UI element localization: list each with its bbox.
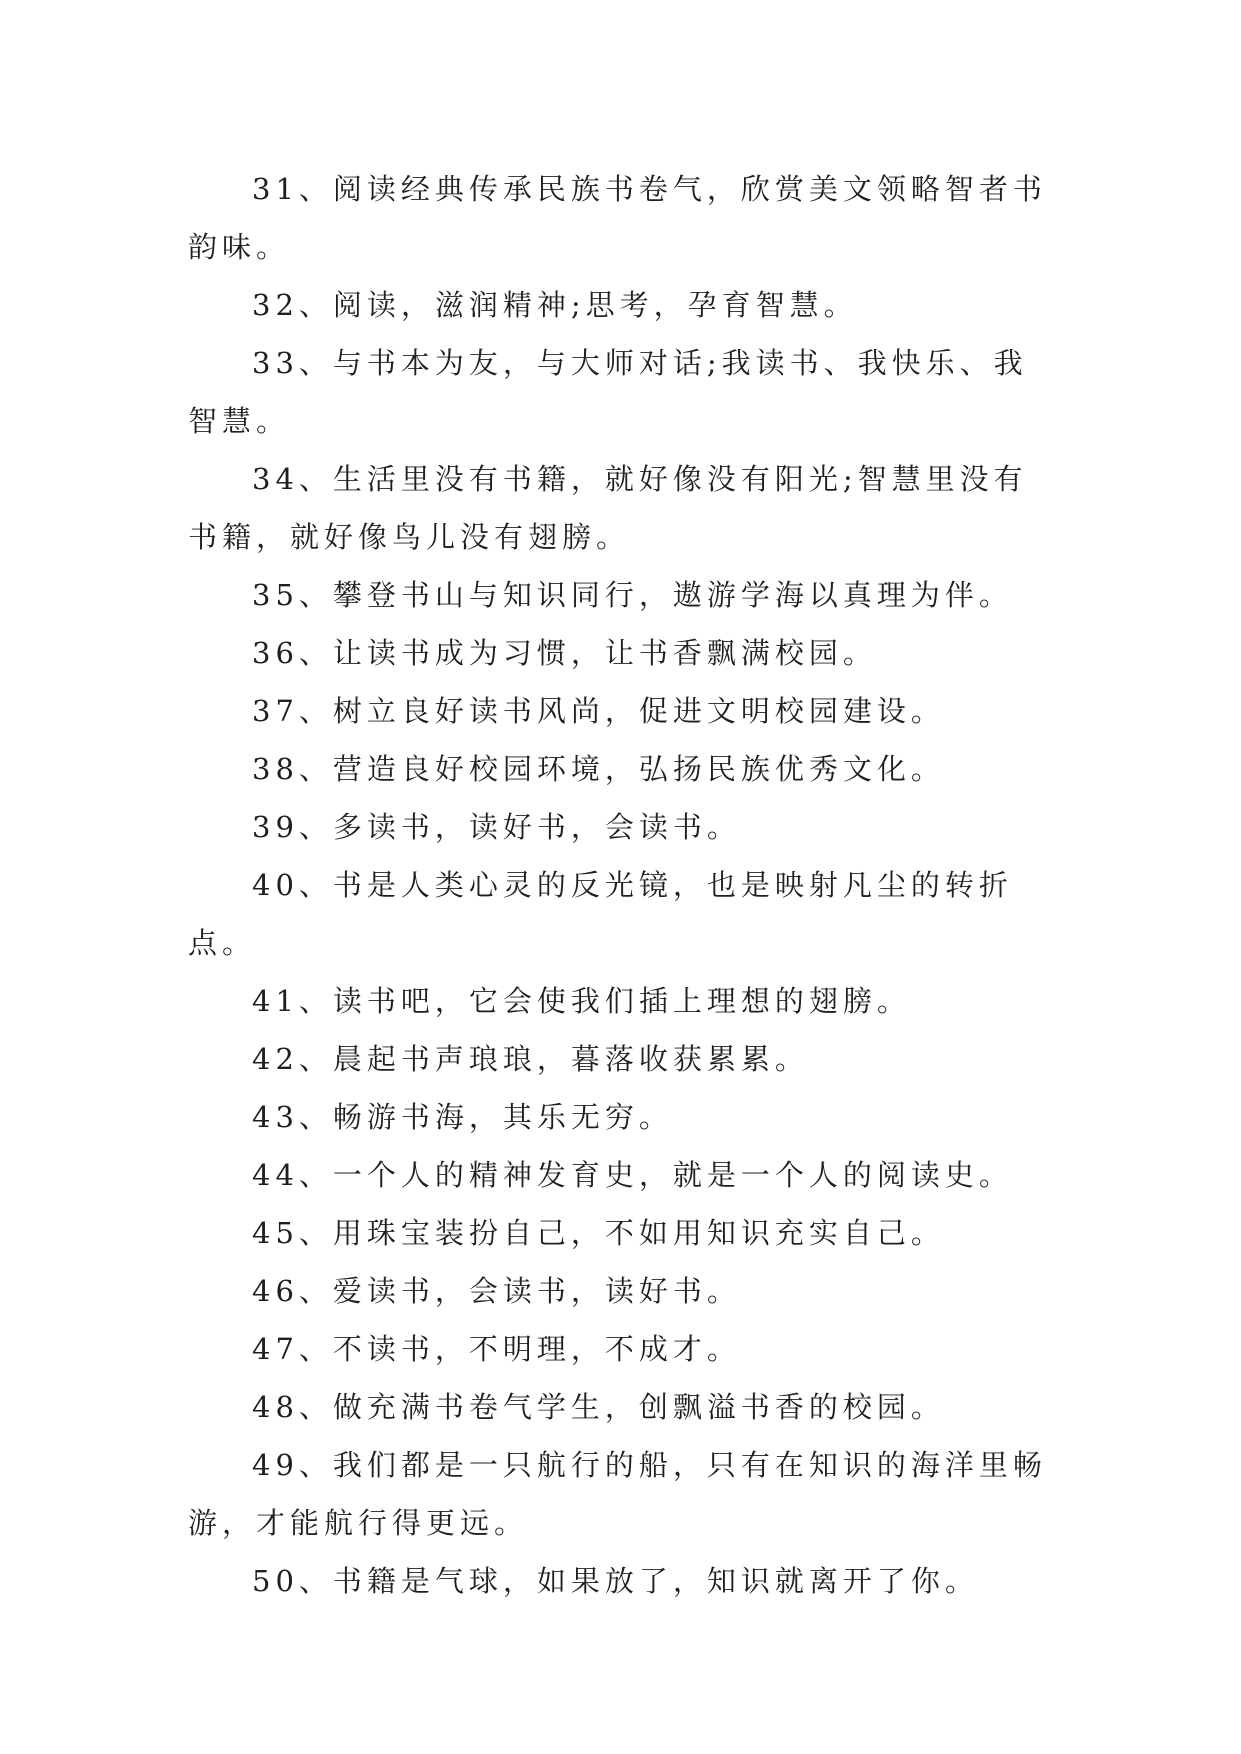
slogan-paragraph: 38、营造良好校园环境，弘扬民族优秀文化。 bbox=[252, 752, 945, 786]
slogan-paragraph: 37、树立良好读书风尚，促进文明校园建设。 bbox=[252, 694, 945, 728]
slogan-paragraph: 50、书籍是气球，如果放了，知识就离开了你。 bbox=[252, 1564, 979, 1598]
document-body bbox=[188, 160, 1060, 1610]
slogan-paragraph: 49、我们都是一只航行的船，只有在知识的海洋里畅游，才能航行得更远。 bbox=[188, 1448, 1047, 1540]
slogan-paragraph: 43、畅游书海，其乐无穷。 bbox=[252, 1100, 673, 1134]
slogan-paragraph: 44、一个人的精神发育史，就是一个人的阅读史。 bbox=[252, 1158, 1013, 1192]
slogan-paragraph: 31、阅读经典传承民族书卷气，欣赏美文领略智者书韵味。 bbox=[188, 172, 1047, 264]
slogan-paragraph: 47、不读书，不明理，不成才。 bbox=[252, 1332, 741, 1366]
slogan-paragraph: 40、书是人类心灵的反光镜，也是映射凡尘的转折点。 bbox=[188, 868, 1013, 960]
slogan-paragraph: 45、用珠宝装扮自己，不如用知识充实自己。 bbox=[252, 1216, 945, 1250]
slogan-paragraph: 34、生活里没有书籍，就好像没有阳光;智慧里没有书籍，就好像鸟儿没有翅膀。 bbox=[188, 462, 1028, 554]
slogan-paragraph: 41、读书吧，它会使我们插上理想的翅膀。 bbox=[252, 984, 911, 1018]
slogan-paragraph: 33、与书本为友，与大师对话;我读书、我快乐、我智慧。 bbox=[188, 346, 1028, 438]
slogan-paragraph: 48、做充满书卷气学生，创飘溢书香的校园。 bbox=[252, 1390, 945, 1424]
slogan-paragraph: 39、多读书，读好书，会读书。 bbox=[252, 810, 741, 844]
slogan-paragraph: 46、爱读书，会读书，读好书。 bbox=[252, 1274, 741, 1308]
slogan-paragraph: 36、让读书成为习惯，让书香飘满校园。 bbox=[252, 636, 877, 670]
slogan-paragraph: 42、晨起书声琅琅，暮落收获累累。 bbox=[252, 1042, 809, 1076]
slogan-paragraph: 32、阅读，滋润精神;思考，孕育智慧。 bbox=[252, 288, 858, 322]
slogan-paragraph: 35、攀登书山与知识同行，遨游学海以真理为伴。 bbox=[252, 578, 1013, 612]
